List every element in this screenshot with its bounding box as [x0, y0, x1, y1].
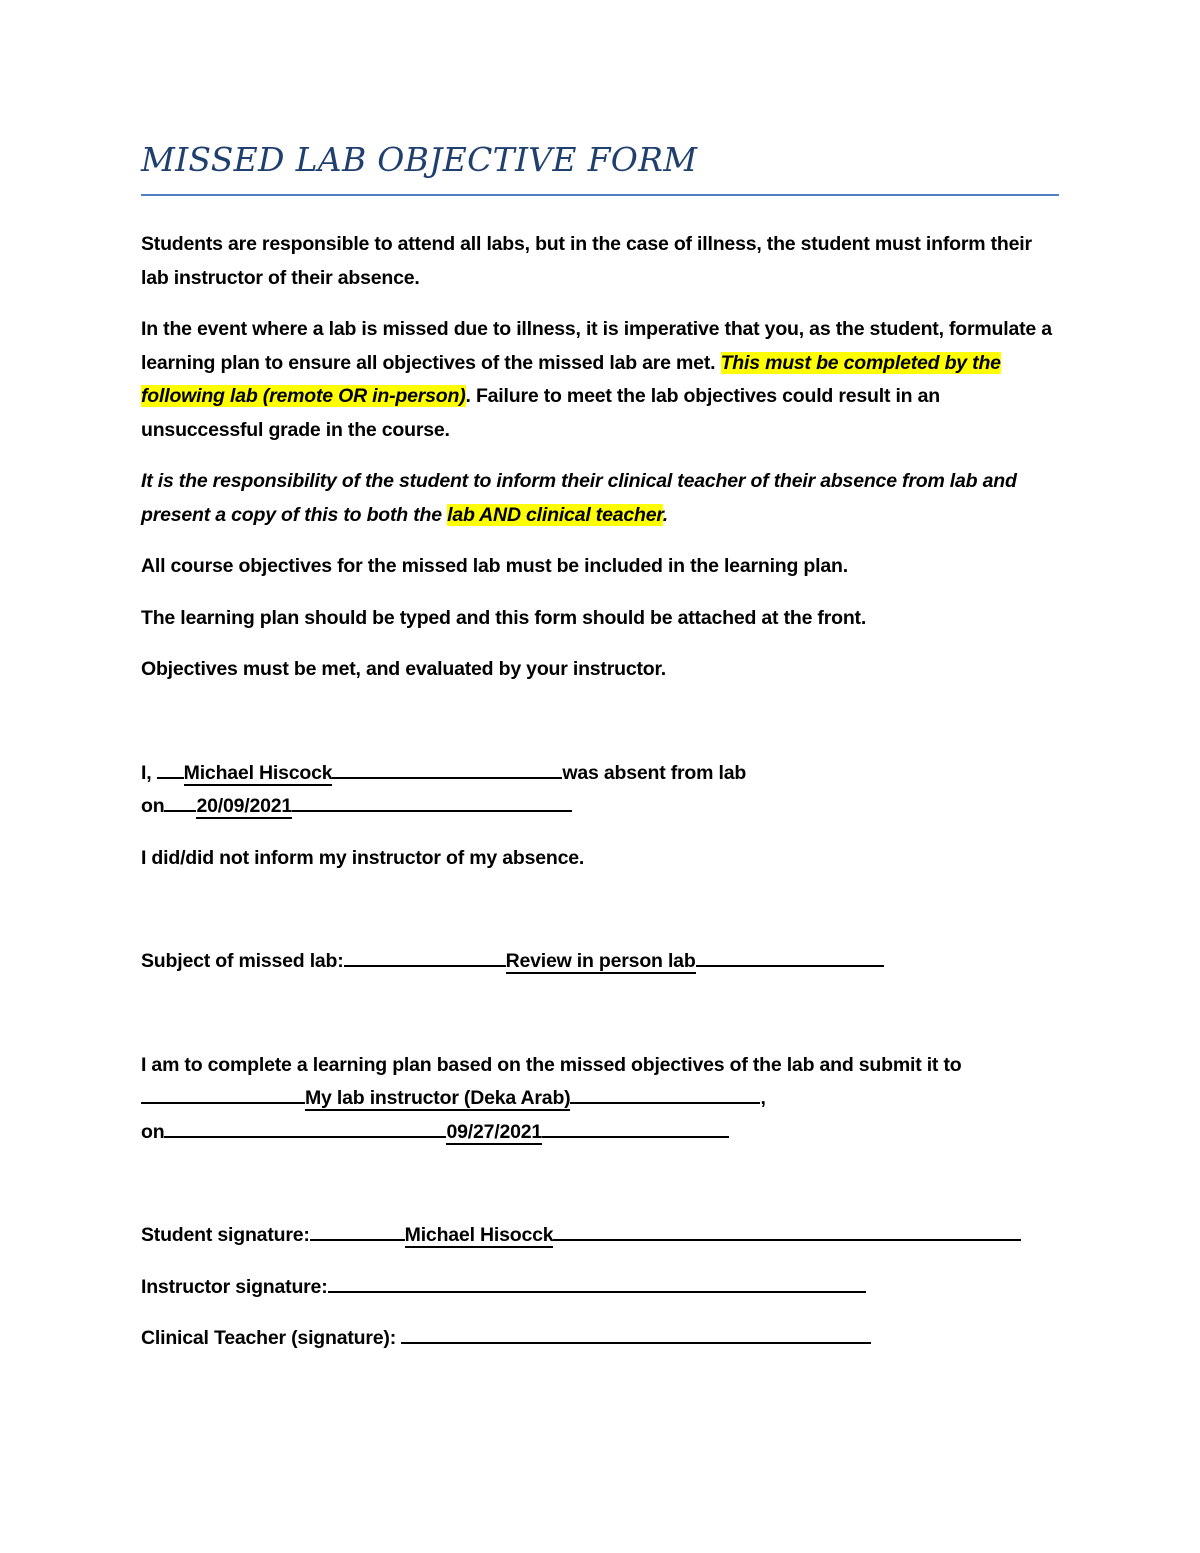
submit-to-line — [141, 1082, 1061, 1116]
deadline-highlight: This must be completed by the following lab (remote OR in-person) — [141, 351, 1001, 407]
missed-lab-paragraph — [141, 313, 1061, 447]
absence-suffix: was absent from lab — [562, 761, 747, 784]
student-name-field[interactable]: Michael Hiscock — [183, 761, 333, 784]
clinical-signature-line — [141, 1322, 1061, 1356]
responsibility-text: It is the responsibility of the student to inform their clinical teacher of their absence from lab and present a copy of this to both the — [141, 470, 1017, 526]
subject-line — [141, 945, 1061, 979]
name-blank-right — [332, 758, 562, 779]
subject-blank-right — [696, 946, 884, 967]
date-blank-right — [292, 791, 572, 812]
submit-blank-left — [141, 1083, 305, 1104]
submit-blank-right — [570, 1083, 760, 1104]
due-date-line — [141, 1116, 1061, 1150]
subject-label: Subject of missed lab: — [141, 950, 344, 972]
intro-text: Students are responsible to attend all labs, but in the case of illness, the student must inform their lab instructor of their absence. — [141, 233, 1032, 289]
absence-date-line — [141, 790, 1061, 824]
title-divider — [141, 194, 1059, 196]
student-signature-line — [141, 1219, 1061, 1253]
subject-blank-left — [344, 946, 506, 967]
student-signature-field[interactable]: Michael Hisocck — [404, 1224, 554, 1246]
intro-paragraph — [141, 228, 1061, 295]
instructor-signature-field[interactable] — [328, 1272, 866, 1293]
typed-plan-text: The learning plan should be typed and this form should be attached at the front. — [141, 606, 867, 629]
responsibility-paragraph — [141, 465, 1061, 532]
name-blank-left — [157, 758, 184, 779]
due-on-label: on — [141, 1120, 165, 1143]
plan-text: I am to complete a learning plan based on the missed objectives of the lab and submit it to — [141, 1053, 962, 1076]
responsibility-text-end: . — [662, 503, 668, 526]
objectives-text: All course objectives for the missed lab must be included in the learning plan. — [141, 555, 848, 577]
objectives-paragraph — [141, 550, 1061, 584]
student-sig-blank-right — [553, 1220, 1021, 1241]
date-blank-left — [164, 791, 196, 812]
student-signature-label: Student signature: — [141, 1224, 310, 1246]
typed-plan-paragraph — [141, 602, 1061, 636]
on-label: on — [141, 795, 165, 817]
missed-lab-text-end: . Failure to meet the lab objectives could result in an unsuccessful grade in the course. — [141, 385, 940, 441]
instructor-signature-line — [141, 1271, 1061, 1305]
plan-statement — [141, 1049, 1061, 1083]
absence-line — [141, 757, 1061, 791]
evaluation-paragraph — [141, 653, 1061, 687]
student-sig-blank-left — [310, 1220, 405, 1241]
evaluation-text: Objectives must be met, and evaluated by your instructor. — [141, 658, 667, 680]
inform-text: I did/did not inform my instructor of my absence. — [141, 846, 585, 869]
subject-field[interactable]: Review in person lab — [505, 950, 696, 972]
clinical-signature-label: Clinical Teacher (signature): — [141, 1327, 402, 1349]
absence-date-field[interactable]: 20/09/2021 — [196, 795, 293, 817]
absence-prefix: I, — [141, 761, 157, 784]
form-title: MISSED LAB OBJECTIVE FORM — [141, 140, 698, 179]
teachers-highlight: lab AND clinical teacher — [447, 503, 663, 526]
submit-to-field[interactable]: My lab instructor (Deka Arab) — [305, 1087, 571, 1109]
due-date-field[interactable]: 09/27/2021 — [446, 1120, 543, 1143]
instructor-signature-label: Instructor signature: — [141, 1275, 328, 1298]
due-blank-right — [542, 1117, 729, 1138]
due-blank-left — [164, 1117, 446, 1138]
clinical-signature-field[interactable] — [401, 1323, 871, 1344]
form-body — [141, 228, 1061, 1356]
submit-comma: , — [760, 1087, 766, 1109]
missed-lab-text: In the event where a lab is missed due to illness, it is imperative that you, as the student, formulate a learning plan to ensure all objectives of the missed lab are met. — [141, 318, 1052, 374]
inform-statement — [141, 842, 1061, 876]
